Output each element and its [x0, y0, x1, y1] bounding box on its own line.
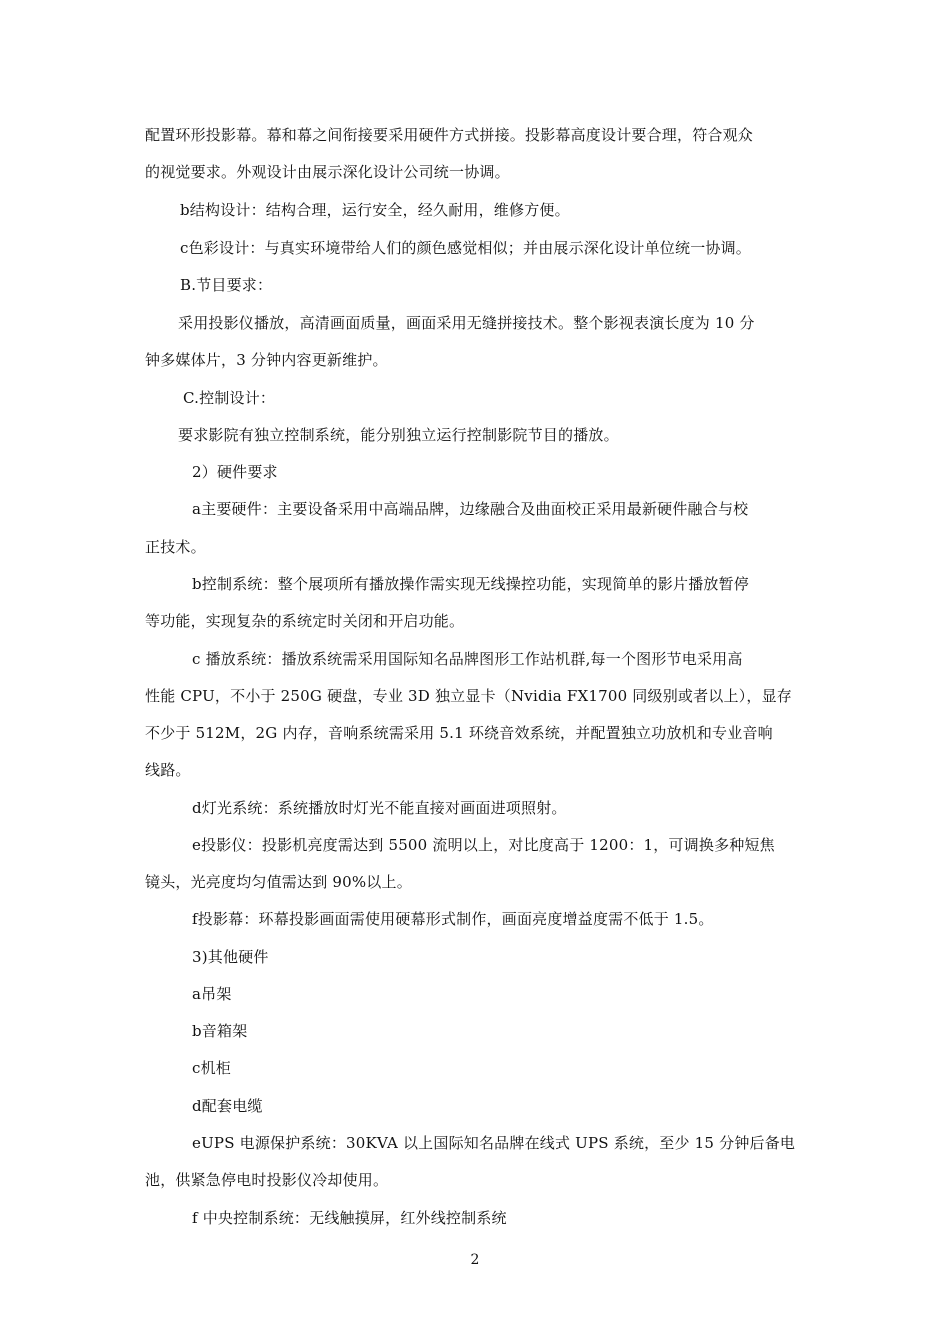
text-line: c色彩设计：与真实环境带给人们的颜色感觉相似；并由展示深化设计单位统一协调。	[180, 239, 752, 257]
text-line: 的视觉要求。外观设计由展示深化设计公司统一协调。	[145, 163, 510, 181]
text-line: 配置环形投影幕。幕和幕之间衔接要采用硬件方式拼接。投影幕高度设计要合理，符合观众	[145, 126, 754, 144]
text-line: B.节目要求：	[180, 276, 273, 294]
page-number: 2	[470, 1252, 480, 1268]
text-line: C.控制设计：	[183, 389, 276, 407]
text-line: eUPS 电源保护系统：30KVA 以上国际知名品牌在线式 UPS 系统，至少 15 分钟后备电	[192, 1134, 796, 1152]
text-line: c 播放系统：播放系统需采用国际知名品牌图形工作站机群,每一个图形节电采用高	[192, 650, 743, 668]
text-line: b结构设计：结构合理，运行安全，经久耐用，维修方便。	[180, 201, 570, 219]
text-line: 正技术。	[145, 538, 206, 556]
text-line: 镜头，光亮度均匀值需达到 90%以上。	[145, 873, 412, 891]
text-line: c机柜	[192, 1059, 232, 1077]
text-line: 不少于 512M，2G 内存，音响系统需采用 5.1 环绕音效系统，并配置独立功放机和专业音响	[145, 724, 773, 742]
text-line: b控制系统：整个展项所有播放操作需实现无线操控功能，实现简单的影片播放暂停	[192, 575, 750, 593]
text-line: 性能 CPU，不小于 250G 硬盘，专业 3D 独立显卡（Nvidia FX1700 同级别或者以上），显存	[145, 687, 793, 705]
text-line: d灯光系统：系统播放时灯光不能直接对画面进项照射。	[192, 799, 567, 817]
text-line: e投影仪：投影机亮度需达到 5500 流明以上，对比度高于 1200：1，可调换多种短焦	[192, 836, 775, 854]
text-line: d配套电缆	[192, 1097, 263, 1115]
text-line: 钟多媒体片，3 分钟内容更新维护。	[145, 351, 388, 369]
text-line: f 中央控制系统：无线触摸屏，红外线控制系统	[192, 1209, 507, 1227]
text-line: b音箱架	[192, 1022, 248, 1040]
text-line: a吊架	[192, 985, 232, 1003]
text-line: 2）硬件要求	[192, 463, 278, 481]
text-line: 采用投影仪播放，高清画面质量，画面采用无缝拼接技术。整个影视表演长度为 10 分	[178, 314, 755, 332]
text-line: 池，供紧急停电时投影仪冷却使用。	[145, 1171, 389, 1189]
text-line: 要求影院有独立控制系统，能分别独立运行控制影院节目的播放。	[178, 426, 619, 444]
text-line: 线路。	[145, 761, 191, 779]
text-line: f投影幕：环幕投影画面需使用硬幕形式制作，画面亮度增益度需不低于 1.5。	[192, 910, 714, 928]
text-line: 等功能，实现复杂的系统定时关闭和开启功能。	[145, 612, 465, 630]
text-line: 3)其他硬件	[192, 948, 269, 966]
text-line: a主要硬件：主要设备采用中高端品牌，边缘融合及曲面校正采用最新硬件融合与校	[192, 500, 749, 518]
